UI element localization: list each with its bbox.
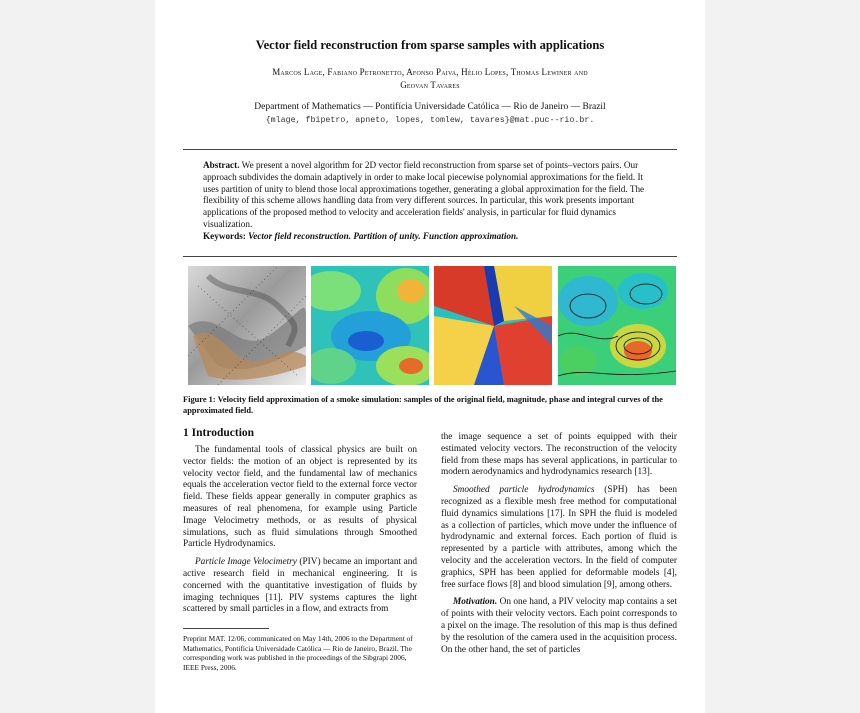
keywords-label: Keywords:: [203, 230, 246, 241]
figure-panel-integral-curves: [558, 266, 676, 385]
left-paragraph-2-text: (PIV) became an important and active research field in mechanical engineering. It is concerned with the quantitative investigation of fluids by imaging techniques [11]. PIV systems captures the light scattered by small particles in a flow, and extracts from: [183, 557, 417, 615]
right-paragraph-3: [441, 597, 677, 656]
paper-page: [155, 0, 705, 713]
abstract-text: We present a novel algorithm for 2D vector field reconstruction from sparse set of points–vectors pairs. Our approach subdivides the domain adaptively in order to make local piecewise polynomial approximations for the field. It uses partition of unity to blend those local approximations together, generating a global approximation for the field. The flexibility of this scheme allows handling data from very different sources. In particular, this work presents important applications of the proposed method to velocity and acceleration fields' analysis, in particular for fluid dynamics visualization.: [203, 160, 645, 229]
abstract: [203, 160, 661, 243]
right-paragraph-2-text: (SPH) has been recognized as a flexible mesh free method for computational fluid dynamics simulations [17]. In SPH the fluid is modeled as a collection of particles, which move under the influence of hydrodynamic and external forces. Each portion of fluid is represented by a particle with attributes, among which the velocity and the acceleration vectors. In the field of computer graphics, SPH has been applied for deformable models [4], free surface flows [8] and blood simulation [9], among others.: [441, 485, 677, 590]
footnote-rule: [183, 628, 269, 629]
figure-caption: Figure 1: Velocity field approximation of a smoke simulation: samples of the original field, magnitude, phase and integral curves of the approximated field.: [183, 395, 663, 415]
email-list: {mlage, fbipetro, apneto, lopes, tomlew, tavares}@mat.puc--rio.br.: [265, 116, 595, 125]
footnote: Preprint MAT. 12/06, communicated on May 14th, 2006 to the Department of Mathematics, Pontifícia Universidade Católica — Rio de Janeiro, Brazil. The corresponding work was published in the proceedings of the Sibgrapi 2006, IEEE Press, 2006.: [183, 634, 413, 672]
right-column: [441, 432, 677, 656]
keywords-text: Vector field reconstruction. Partition of unity. Function approximation.: [248, 230, 519, 241]
motivation-label: Motivation.: [453, 597, 498, 608]
left-paragraph-1: The fundamental tools of classical physics are built on vector fields: the motion of an object is represented by its velocity vector field, and the fundamental law of mechanics equals the acceleration vector field to the external force vector field. These fields appear generally in computer graphics as measures of real phenomena, for example using Particle Image Velocimetry methods, or as results of physical simulations, such as fluid simulations through Smoothed Particle Hydrodynamics.: [183, 445, 417, 550]
figure-1: [188, 266, 676, 386]
authors-line-1: Marcos Lage, Fabiano Petronetto, Afonso Paiva, Hélio Lopes, Thomas Lewiner and: [272, 67, 588, 77]
figure-panel-samples: [188, 266, 306, 385]
affiliation-block: [155, 101, 705, 127]
author-list: [155, 66, 705, 92]
abstract-label: Abstract.: [203, 160, 240, 170]
figure-panel-phase: [434, 266, 552, 385]
right-paragraph-2: [441, 485, 677, 591]
right-paragraph-1: the image sequence a set of points equipped with their estimated velocity vectors. The reconstruction of the velocity field from these maps has several applications, in particular to modern aerodynamics and hydrodynamics research [13].: [441, 432, 677, 478]
left-paragraph-2: [183, 557, 417, 616]
figure-panel-magnitude: [311, 266, 429, 385]
paper-title: Vector field reconstruction from sparse samples with applications: [255, 38, 605, 52]
affiliation: Department of Mathematics — Pontifícia Universidade Católica — Rio de Janeiro — Brazil: [254, 102, 606, 112]
authors-line-2: Geovan Tavares: [400, 80, 460, 90]
right-paragraph-3-text: On one hand, a PIV velocity map contains a set of points with their velocity vectors. Each point corresponds to a pixel on the image. The resolution of this map is thus defined by the resolution of the camera used in the acquisition process. On the other hand, the set of particles: [441, 597, 677, 655]
abstract-bottom-rule: [183, 256, 677, 257]
abstract-top-rule: [183, 149, 677, 150]
section-heading: 1 Introduction: [183, 427, 255, 439]
left-column: [183, 445, 417, 616]
sph-term: Smoothed particle hydrodynamics: [453, 485, 595, 496]
piv-term: Particle Image Velocimetry: [195, 557, 297, 568]
